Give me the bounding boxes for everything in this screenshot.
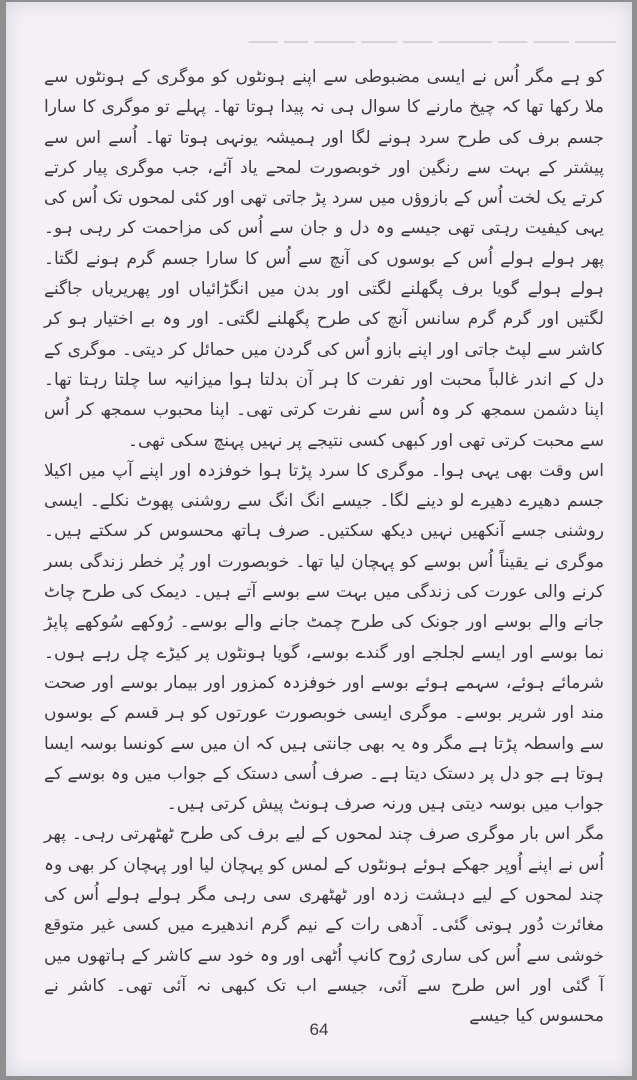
page-number: 64 [309, 1020, 329, 1039]
paragraph-2: اس وقت بھی یہی ہوا۔ موگری کا سرد پڑتا ہوا خوفزدہ اور اپنے آپ میں اکیلا جسم دھیرے دھیرے لو دینے لگا۔ جیسے انگ انگ سے روشنی پھوٹ نکلے۔ ایسی روشنی جسے آنکھیں نہیں دیکھ سکتیں۔ صرف ہاتھ محسوس کر سکتے ہیں۔ موگری نے یقیناً اُس بوسے کو پہچان لیا تھا۔ خوبصورت اور پُر خطر زندگی بسر کرنے والی عورت کی زندگی میں بہت سے بوسے آتے ہیں۔ دیمک کی طرح چاٹ جانے والے بوسے اور جونک کی طرح چمٹ جانے والے بوسے۔ رُوکھے سُوکھے پاپڑ نما بوسے اور ایسے لجلجے اور گندے بوسے، گویا ہونٹوں پر کیڑے چل رہے ہوں۔ شرمائے ہوئے، سہمے ہوئے بوسے اور خوفزدہ کمزور اور بیمار بوسے اور صحت مند اور شریر بوسے۔ موگری ایسی خوبصورت عورتوں کو ہر قسم کے بوسوں سے واسطہ پڑتا ہے مگر وہ یہ بھی جانتی ہیں کہ ان میں سے کونسا بوسہ ایسا ہوتا ہے جو دل پر دستک دیتا ہے۔ صرف اُسی دستک کے جواب میں وہ بوسے کے جواب میں بوسہ دیتی ہیں ورنہ صرف ہونٹ پیش کرتی ہیں۔ [44, 460, 604, 815]
body-text [44, 62, 604, 1032]
book-page [6, 2, 632, 1076]
paragraph-1: کو ہے مگر اُس نے ایسی مضبوطی سے اپنے ہونٹوں کو موگری کے ہونٹوں سے ملا رکھا تھا کہ چیخ مارنے کا سوال ہی نہ پیدا ہوتا تھا۔ پہلے تو موگری کا سارا جسم برف کی طرح سرد ہونے لگا اور ہمیشہ یونہی ہوتا تھا۔ اُسے اس سے پیشتر کے بہت سے رنگین اور خوبصورت لمحے یاد آئے، جب موگری پیار کرتے کرتے یک لخت اُس کے بازوؤں میں سرد پڑ جاتی تھی اور کئی لمحوں تک اُس کی یہی کیفیت رہتی تھی جیسے وہ دل و جان سے اُس کی مزاحمت کر رہی ہو۔ پھر ہولے ہولے اُس کے بوسوں کی آنچ سے اُس کا سارا جسم گرم ہونے لگتا۔ ہولے ہولے گویا برف پگھلنے لگتی اور بدن میں انگڑائیاں اور پھریریاں جاگنے لگتیں اور گرم گرم سانس آنچ کی طرح پگھلنے لگتی۔ اور وہ بے اختیار ہو کر کاشر سے لپٹ جاتی اور اپنے بازو اُس کی گردن میں حمائل کر دیتی۔ موگری کے دل کے اندر غالباً محبت اور نفرت کا ہر آن بدلتا ہوا میزانیہ سا چلتا رہتا تھا۔ اپنا دشمن سمجھ کر وہ اُس سے نفرت کرتی تھی۔ اپنا محبوب سمجھ کر اُس سے محبت کرتی تھی اور کبھی کسی نتیجے پر نہیں پہنچ سکی تھی۔ [44, 67, 604, 451]
paragraph-3: مگر اس بار موگری صرف چند لمحوں کے لیے برف کی طرح ٹھٹھرتی رہی۔ پھر اُس نے اپنے اُوپر جھکے ہوئے ہونٹوں کے لمس کو پہچان لیا اور پہچان کر بھی وہ چند لمحوں کے لیے دہشت زدہ اور ٹھٹھری سی رہی مگر ہولے ہولے اُس کی مغائرت دُور ہوتی گئی۔ آدھی رات کے نیم گرم اندھیرے میں کسی غیر متوقع خوشی سے اُس کی ساری رُوح کانپ اُٹھی اور وہ خود سے کاشر کے ہاتھوں میں آ گئی اور اس طرح سے آئی، جیسے اب تک کبھی نہ آئی تھی۔ کاشر نے محسوس کیا جیسے [44, 824, 604, 1027]
show-through-text: ـــــــ ــــــ ـــــ ـــــــــ ـــــ ــــــ ـــــــ ــــ ـــــ [248, 24, 616, 48]
